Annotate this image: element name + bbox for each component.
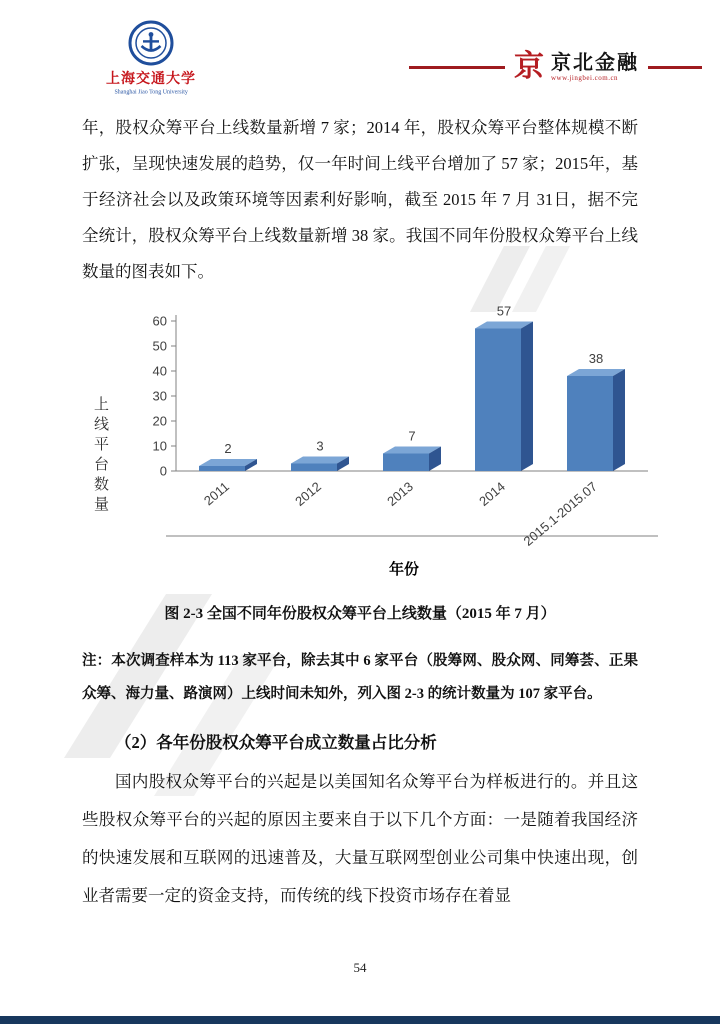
- chart-canvas: [96, 296, 666, 588]
- y-tick-label: 60: [152, 313, 167, 329]
- figure-note: 注：本次调查样本为 113 家平台，除去其中 6 家平台（股筹网、股众网、同筹荟、正果众筹、海力量、路演网）上线时间未知外，列入图 2-3 的统计数量为 107 家平台。: [82, 653, 638, 702]
- y-tick-label: 0: [159, 463, 167, 479]
- y-tick-label: 10: [152, 438, 167, 454]
- figure-caption: 图 2-3 全国不同年份股权众筹平台上线数量（2015 年 7 月）: [164, 606, 556, 622]
- header-rule-left: [409, 66, 505, 69]
- y-tick-label: 50: [152, 338, 167, 354]
- bar-side-2015.1-2015.07: [613, 369, 625, 471]
- sjtu-name-cn: 上海交通大学: [106, 72, 196, 87]
- header-rule-right: [648, 66, 702, 69]
- jingbei-url: www.jingbei.com.cn: [551, 74, 619, 82]
- paragraph-platform-growth: 年，股权众筹平台上线数量新增 7 家；2014 年，股权众筹平台整体规模不断扩张，呈现快速发展的趋势，仅一年时间上线平台增加了 57 家；2015年，基于经济社会以及政策环境等因素利好影响，截至 2015 年 7 月 31日，据不完全统计，股权众筹平台上线数量新增 38 家。我国不同年份股权众筹平台上线数量的图表如下。: [82, 118, 638, 281]
- bar-chart-figure: [82, 296, 638, 594]
- jingbei-name: 京北金融: [551, 52, 639, 74]
- bar-side-2014: [521, 322, 533, 472]
- x-tick-label: 2012: [292, 478, 324, 509]
- y-tick-label: 40: [152, 363, 167, 379]
- page-header: [0, 0, 720, 102]
- bar-2014: [475, 329, 521, 472]
- page-body: [0, 110, 720, 915]
- x-tick-label: 2011: [200, 478, 232, 509]
- bar-value-label: 3: [316, 438, 324, 454]
- bar-2013: [383, 454, 429, 472]
- sjtu-logo: [86, 20, 216, 96]
- x-axis-title: 年份: [388, 562, 420, 578]
- x-tick-label: 2013: [384, 478, 416, 509]
- y-axis-title: 上线平台数量: [92, 396, 108, 516]
- bar-2012: [291, 464, 337, 472]
- bar-value-label: 38: [588, 351, 604, 366]
- jingbei-header-group: [409, 52, 702, 82]
- page-number: 54: [353, 960, 367, 975]
- x-tick-label: 2015.1-2015.07: [520, 478, 600, 549]
- bar-value-label: 2: [224, 441, 232, 456]
- jingbei-logo: [514, 52, 639, 82]
- bar-value-label: 7: [408, 428, 416, 444]
- footer-bar: [0, 1016, 720, 1024]
- bar-2015.1-2015.07: [567, 376, 613, 471]
- y-tick-label: 30: [152, 388, 167, 404]
- jingbei-seal-icon: 京: [514, 50, 544, 83]
- sjtu-emblem-icon: [128, 20, 174, 66]
- y-tick-label: 20: [152, 413, 167, 429]
- sjtu-name-en: Shanghai Jiao Tong University: [114, 88, 188, 96]
- section-heading: （2）各年份股权众筹平台成立数量占比分析: [115, 733, 437, 752]
- x-tick-label: 2014: [476, 478, 508, 509]
- jingbei-logo-text: [551, 52, 639, 82]
- paragraph-analysis: 国内股权众筹平台的兴起是以美国知名众筹平台为样板进行的。并且这些股权众筹平台的兴起的原因主要来自于以下几个方面：一是随着我国经济的快速发展和互联网的迅速普及，大量互联网型创业公司集中快速出现，创业者需要一定的资金支持，而传统的线下投资市场存在着显: [82, 772, 638, 905]
- bar-value-label: 57: [496, 303, 512, 319]
- bar-2011: [199, 466, 245, 471]
